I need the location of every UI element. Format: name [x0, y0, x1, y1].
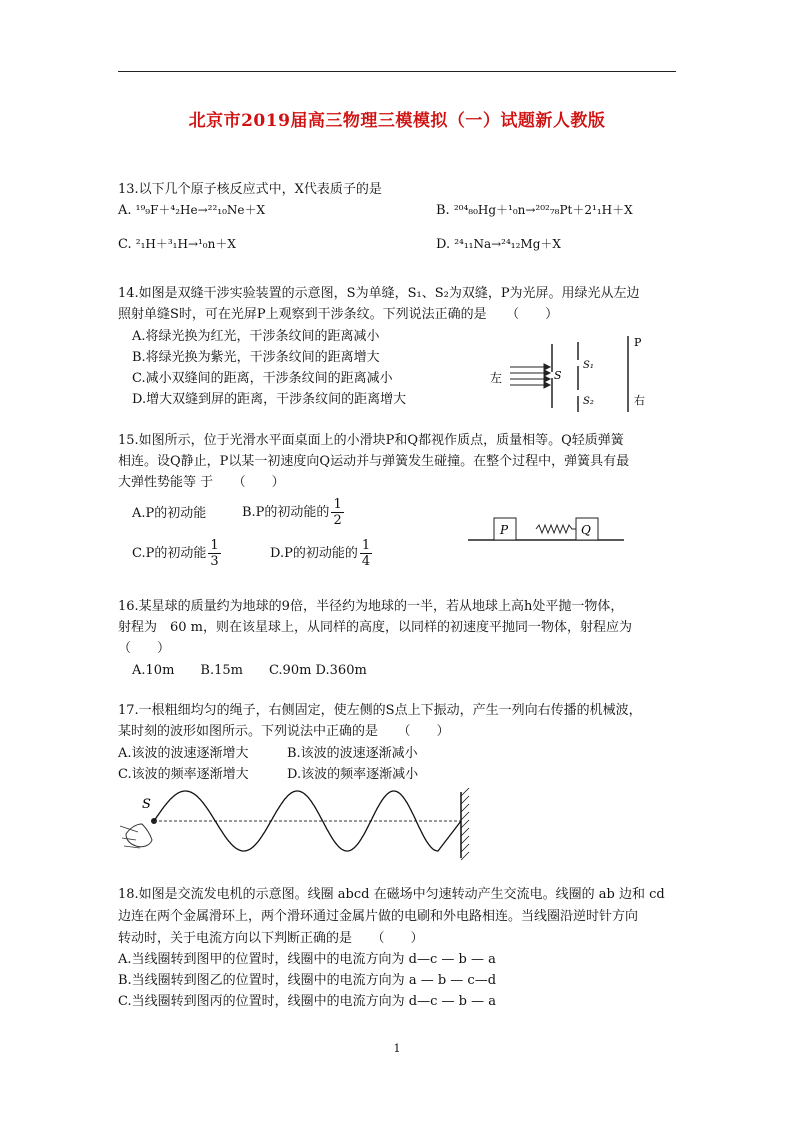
rope-wave-diagram: [116, 788, 476, 862]
fraction-denominator: 4: [361, 554, 371, 569]
fraction-denominator: 2: [333, 513, 342, 528]
q17-stem-line1: 17.一根粗细均匀的绳子，右侧固定，使左侧的S点上下振动，产生一列向右传播的机械波，: [118, 703, 642, 718]
q14-option-a: A.将绿光换为红光，干涉条纹间的距离减小: [132, 329, 380, 344]
fig-s1-label: S₁: [583, 360, 594, 371]
q17-option-c: C.该波的频率逐渐增大: [118, 767, 249, 782]
q17-option-b: B.该波的波速逐渐减小: [287, 746, 418, 761]
ray-arrowhead: [544, 376, 550, 382]
fraction-denominator: 3: [210, 554, 219, 569]
fraction-one-half: [331, 497, 343, 528]
q13-option-b: [436, 201, 633, 220]
q14-stem-line2: 照射单缝S时，可在光屏P上观察到干涉条纹。下列说法正确的是 （ ）: [118, 307, 559, 322]
block-q-label: Q: [581, 523, 591, 537]
q13-a-equation: ¹⁹₉F＋⁴₂He→²²₁₀Ne＋X: [135, 203, 266, 217]
q13-c-label: C.: [118, 237, 132, 252]
ray-arrowhead: [544, 370, 550, 376]
q14-option-d: D.增大双缝到屏的距离，干涉条纹间的距离增大: [132, 392, 407, 407]
q18-option-c: C.当线圈转到图丙的位置时，线圈中的电流方向为 d—c — b — a: [118, 994, 496, 1009]
wall-hatching: [461, 788, 469, 860]
q16-stem-line1: 16.某星球的质量约为地球的9倍，半径约为地球的一半，若从地球上高h处平抛一物体，: [118, 599, 624, 614]
hand-finger-lines: [120, 826, 140, 848]
q17-stem-line2: 某时刻的波形如图所示。下列说法中正确的是 （ ）: [118, 724, 450, 739]
fig-p-label: P: [634, 336, 642, 349]
q13-b-label: B.: [436, 203, 450, 218]
q15-d-text: D.P的初动能的: [270, 546, 358, 561]
ray-arrowhead: [544, 364, 550, 370]
q13-b-equation: ²⁰⁴₈₀Hg＋¹₀n→²⁰²₇₈Pt＋2¹₁H＋X: [453, 203, 633, 217]
header-rule: [118, 71, 676, 72]
q14-option-b: B.将绿光换为紫光，干涉条纹间的距离增大: [132, 350, 380, 365]
q16-stem-line3: （ ）: [118, 641, 171, 656]
q16-stem-line2: 射程为 60 m，则在该星球上，从同样的高度，以同样的初速度平抛同一物体，射程应为: [118, 620, 633, 635]
q18-stem-line1: 18.如图是交流发电机的示意图。线圈 abcd 在磁场中匀速转动产生交流电。线圈的 ab 边和 cd: [118, 887, 665, 902]
q18-option-b: B.当线圈转到图乙的位置时，线圈中的电流方向为 a — b — c—d: [118, 973, 497, 988]
fraction-numerator: 1: [333, 497, 342, 512]
q13-c-equation: ²₁H＋³₁H→¹₀n＋X: [135, 237, 236, 251]
double-slit-diagram: [486, 332, 656, 412]
q13-d-equation: ²⁴₁₁Na→²⁴₁₂Mg＋X: [454, 237, 561, 251]
q15-option-a: A.P的初动能: [132, 506, 207, 521]
spring: [536, 525, 576, 533]
q15-c-text: C.P的初动能: [132, 546, 207, 561]
q17-option-d: D.该波的频率逐渐减小: [287, 767, 419, 782]
q15-stem-line2: 相连。设Q静止，P以某一初速度向Q运动并与弹簧发生碰撞。在整个过程中，弹簧具有最: [118, 454, 630, 469]
fraction-one-quarter: [360, 538, 372, 569]
q15-option-c: [132, 537, 223, 571]
fig-left-label: 左: [490, 371, 503, 385]
q14-stem-line1: 14.如图是双缝干涉实验装置的示意图，S为单缝，S₁、S₂为双缝，P为光屏。用绿光从左边: [118, 286, 640, 301]
q13-d-label: D.: [436, 237, 451, 252]
q15-b-text: B.P的初动能的: [242, 505, 330, 520]
q13-option-c: [118, 235, 236, 254]
source-s-label: S: [142, 797, 151, 812]
document-title: 北京市2019届高三物理三模模拟（一）试题新人教版: [188, 111, 606, 131]
fraction-numerator: 1: [210, 538, 219, 553]
q16-options: A.10m B.15m C.90m D.360m: [132, 663, 367, 678]
q18-option-a: A.当线圈转到图甲的位置时，线圈中的电流方向为 d—c — b — a: [118, 952, 496, 967]
fraction-one-third: [208, 538, 220, 569]
q13-option-d: [436, 235, 561, 254]
page-number: 1: [393, 1042, 401, 1055]
q13-a-label: A.: [118, 203, 132, 218]
q18-stem-line3: 转动时，关于电流方向以下判断正确的是 （ ）: [118, 931, 424, 946]
q14-option-c: C.减小双缝间的距离，干涉条纹间的距离减小: [132, 371, 393, 386]
q15-option-d: [270, 537, 374, 571]
q15-stem-line3: 大弹性势能等 于 （ ）: [118, 475, 285, 490]
q13-option-a: [118, 201, 265, 220]
hand-icon: [126, 824, 152, 847]
fig-s-label: S: [554, 369, 562, 382]
spring-block-diagram: [466, 512, 626, 546]
q15-stem-line1: 15.如图所示，位于光滑水平面桌面上的小滑块P和Q都视作质点，质量相等。Q轻质弹簧: [118, 433, 624, 448]
q17-option-a: A.该波的波速逐渐增大: [118, 746, 249, 761]
q15-option-b: [242, 496, 346, 530]
q13-stem: 13.以下几个原子核反应式中，X代表质子的是: [118, 182, 382, 197]
ray-arrowhead: [544, 382, 550, 388]
fraction-numerator: 1: [361, 538, 371, 553]
q18-stem-line2: 边连在两个金属滑环上，两个滑环通过金属片做的电刷和外电路相连。当线圈沿逆时针方向: [118, 909, 639, 924]
fig-s2-label: S₂: [583, 396, 594, 407]
fig-right-label: 右: [634, 394, 645, 407]
block-p-label: P: [500, 523, 509, 537]
